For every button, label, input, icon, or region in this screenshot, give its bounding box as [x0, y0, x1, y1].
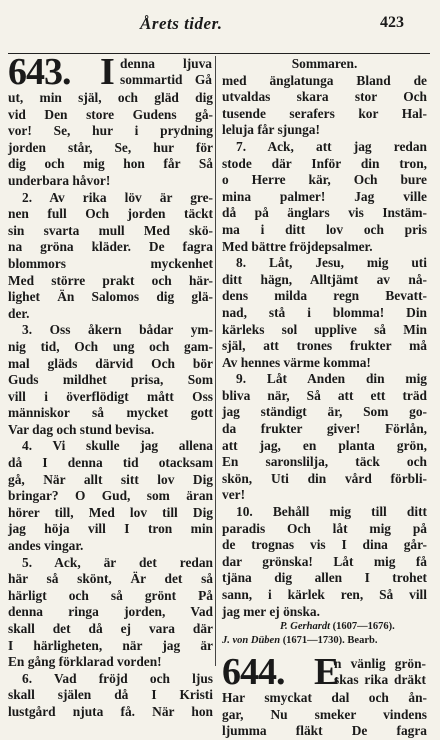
text-line: ma i ditt lov och pris — [222, 221, 427, 237]
text-line: ut, min själ, och gläd dig — [8, 90, 213, 105]
text-line: dig och mig hon får Så — [8, 156, 213, 172]
hymn-number: 643. — [8, 51, 71, 93]
drop-cap: E — [314, 651, 340, 694]
text-line: gar, Nu smeker vindens — [222, 706, 427, 722]
page-number: 423 — [380, 14, 404, 31]
text-line: lustgård njuta få. När hon — [8, 703, 213, 719]
left-column — [8, 51, 213, 721]
text-line: Med bättre fröjdepsalmer. — [222, 238, 373, 254]
text-line: jag höja vill I tron min — [8, 521, 213, 537]
text-line: 8. Låt, Jesu, mig uti — [236, 255, 427, 271]
text-line: leluja får sjunga! — [222, 122, 320, 138]
text-line: tjäna dig allen I trohet — [222, 570, 427, 586]
text-line: nen full Och jorden täckt — [8, 206, 213, 222]
author-name: J. von Düben — [222, 635, 281, 647]
heading-line: skas rika dräkt — [334, 672, 426, 688]
author-years: (1607—1676). — [332, 621, 395, 633]
text-line: Har smyckat dal och ån- — [222, 690, 427, 706]
text-line: underbara håvor! — [8, 172, 111, 188]
author-years: (1671—1730). Bearb. — [282, 635, 378, 647]
text-line: ver! — [222, 487, 246, 503]
text-line: själ, att trones frukter må — [222, 338, 427, 354]
text-line: mal gläds därvid Och bör — [8, 355, 213, 371]
text-line: nig tid, Och ung och gam- — [8, 338, 213, 354]
text-line: vill i överflödigt mått Oss — [8, 388, 213, 404]
text-line: o Herre kär, Och bure — [222, 172, 427, 188]
text-line: bringar? O Gud, som äran — [8, 488, 213, 504]
running-title: Årets tider. — [140, 14, 223, 33]
hymn-643-text — [8, 90, 213, 721]
text-line: utvaldas skara stor Och — [222, 89, 427, 105]
text-line: ljumma fläkt De fagra — [222, 723, 427, 739]
right-column — [222, 56, 427, 740]
text-line: skön, Uti din vård förbli- — [222, 470, 427, 486]
text-line: jag mer ej önska. — [222, 603, 320, 619]
text-line: denna ringa jorden, Vad — [8, 604, 213, 620]
text-line: andes vingar. — [8, 538, 84, 554]
text-line: 3. Oss åkern bådar ym- — [22, 322, 213, 338]
author-credit — [222, 634, 427, 648]
text-line: da frukter giver! Förlån, — [222, 421, 427, 437]
text-line: stode där Inför din tron, — [222, 155, 427, 171]
text-line: 10. Behåll mig till ditt — [236, 504, 427, 520]
text-line: nad, stå i blomma! Din — [222, 304, 427, 320]
text-line: 5. Ack, är det redan — [22, 554, 213, 570]
text-line: lighet Än Salomos dig glä- — [8, 289, 213, 305]
text-line: Av hennes värme komma! — [222, 354, 371, 370]
text-line: sann, i kärlek ren, Så vill — [222, 587, 427, 602]
text-line: de trognas vis I dina går- — [222, 537, 427, 553]
text-line: då I denna tid otacksam — [8, 455, 213, 471]
text-line: vid Den store Gudens gå- — [8, 106, 213, 122]
text-line: dar grönska! Låt mig få — [222, 553, 427, 569]
text-line: 2. Av rika löv är gre- — [22, 189, 213, 205]
text-line: då på änglars vis Instäm- — [222, 205, 427, 221]
text-line: gå, När allt sitt lov Dig — [8, 471, 213, 487]
text-line: dens milda regn Bevatt- — [222, 288, 427, 304]
text-line: 9. Låt Anden din mig — [236, 371, 427, 387]
text-line: ditt hägn, Alltjämt av nå- — [222, 271, 427, 287]
text-line: skall själen då I Kristi — [8, 687, 213, 703]
text-line: kärleks sol upplive så Min — [222, 321, 427, 337]
text-line: der. — [8, 305, 30, 321]
hymn-643-continued-text — [222, 73, 427, 621]
text-line: En gång förklarad vorden! — [8, 654, 162, 670]
text-line: jag ständigt är, Som go- — [222, 404, 427, 420]
text-line: blommors myckenhet — [8, 255, 213, 271]
text-line: härligt och så grönt På — [8, 587, 213, 603]
column-divider — [215, 56, 216, 666]
text-line: skall det då ej vara där — [8, 621, 213, 636]
author-credit — [222, 620, 427, 634]
text-line: människor så mycket gott — [8, 405, 213, 421]
hymn-643-heading — [8, 51, 213, 93]
text-line: sin svarta mull Med skö- — [8, 222, 213, 238]
text-line: Med större prakt och här- — [8, 272, 213, 288]
header-rule — [8, 53, 430, 54]
text-line: 6. Vad fröjd och ljus — [22, 670, 213, 686]
text-line: paradis Och låt mig på — [222, 520, 427, 536]
text-line: 7. Ack, att jag redan — [236, 138, 427, 154]
text-line: Guds mildhet prisa, Som — [8, 372, 213, 388]
text-line: jorden står, Se, hur för — [8, 139, 213, 155]
heading-line: sommartid Gå — [120, 72, 212, 87]
section-title: Sommaren. — [291, 56, 358, 71]
text-line: tusende serafers kor Hal- — [222, 105, 427, 121]
text-line: I härligheten, när jag är — [8, 637, 213, 653]
page-header — [0, 6, 440, 34]
heading-line: n vänlig grön- — [334, 656, 426, 672]
text-line: vor! Se, hur i prydning — [8, 123, 213, 139]
hymn-644-text — [222, 690, 427, 740]
text-line: här så skönt, Är det så — [8, 571, 213, 587]
text-line: Var dag och stund bevisa. — [8, 421, 155, 437]
heading-line: denna ljuva — [120, 56, 212, 71]
text-line: att jag, en planta grön, — [222, 437, 427, 453]
text-line: hörer till, Med lov till Dig — [8, 504, 213, 520]
author-name: P. Gerhardt — [280, 621, 330, 633]
hymn-644-heading — [222, 651, 427, 694]
drop-cap: I — [100, 51, 115, 93]
text-line: med änglatunga Bland de — [222, 72, 427, 88]
text-line: mina palmer! Jag ville — [222, 188, 427, 204]
text-line: na gröna kläder. De fagra — [8, 239, 213, 255]
text-line: En saronslilja, täck och — [222, 454, 427, 470]
text-line: bliva när, Så att ett träd — [222, 387, 427, 403]
text-line: 4. Vi skulle jag allena — [22, 438, 213, 454]
hymn-number: 644. — [222, 651, 285, 694]
